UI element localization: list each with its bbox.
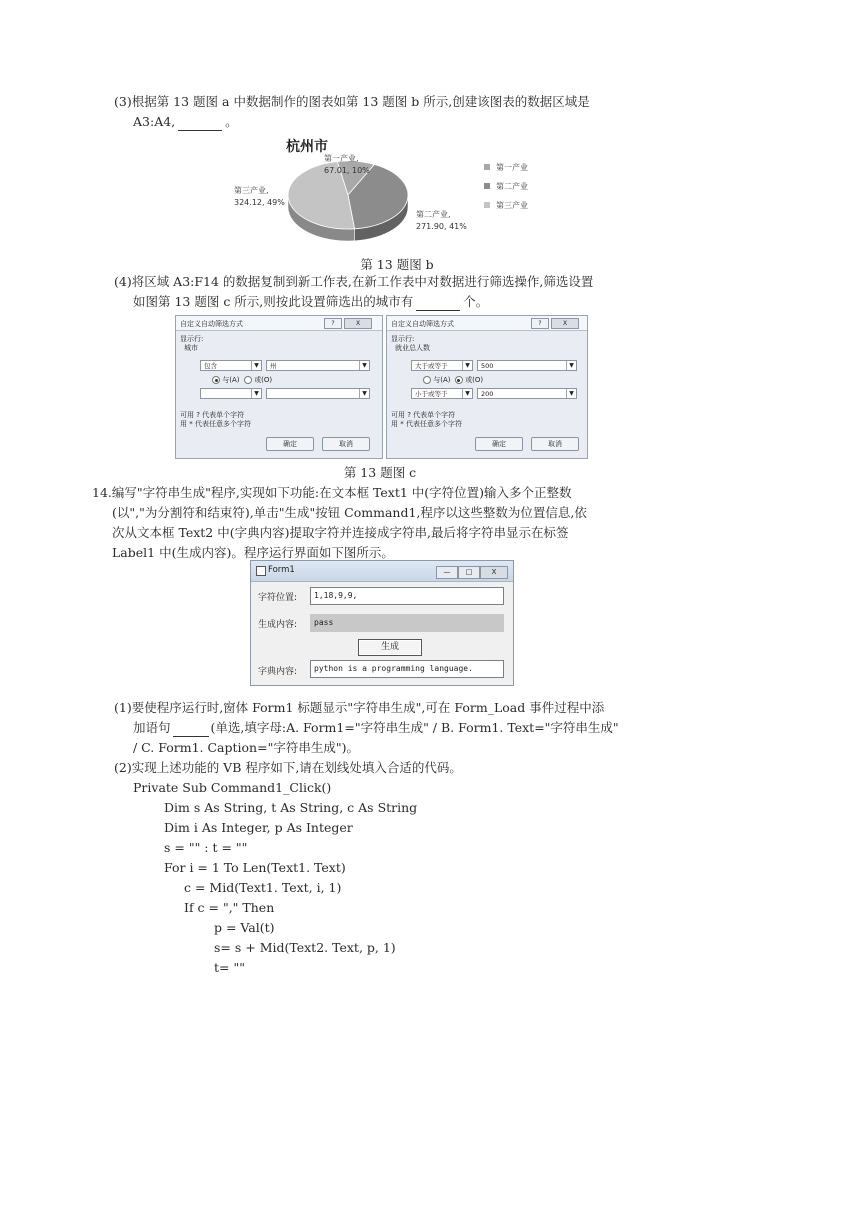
fig-c-caption: 第 13 题图 c	[343, 465, 417, 480]
pie-chart-svg	[220, 133, 550, 253]
code-line: s= s + Mid(Text2. Text, p, 1)	[214, 940, 396, 955]
code-line: c = Mid(Text1. Text, i, 1)	[184, 880, 342, 895]
operator-select-1-value: 包含	[204, 362, 217, 370]
sub1-line2-options: (单选,填字母:A. Form1="字符串生成" / B. Form1. Text="字符串生成"	[210, 720, 619, 735]
pie-data-label: 324.12, 49%	[234, 198, 285, 207]
or-radio-label: 或(O)	[465, 376, 484, 384]
or-radio[interactable]	[244, 376, 252, 384]
chevron-down-icon: ▼	[462, 389, 472, 398]
cancel-button[interactable]: 取消	[531, 437, 579, 451]
maximize-button[interactable]: □	[458, 566, 480, 579]
form1-title: Form1	[268, 565, 295, 575]
ok-button[interactable]: 确定	[475, 437, 523, 451]
label1-generated-content: pass	[310, 614, 504, 632]
code-line: If c = "," Then	[184, 900, 275, 915]
form1-titlebar	[251, 561, 513, 582]
minimize-button[interactable]: —	[436, 566, 458, 579]
operator-select-1[interactable]	[200, 360, 262, 371]
generated-content-label: 生成内容:	[258, 620, 298, 630]
form-icon	[256, 566, 266, 576]
q14-line1: 14.编写"字符串生成"程序,实现如下功能:在文本框 Text1 中(字符位置)输入多个正整数	[92, 485, 572, 500]
wildcard-hint-1: 可用 ? 代表单个字符	[180, 411, 245, 419]
legend-swatch	[484, 164, 490, 170]
operator-select-1[interactable]	[411, 360, 473, 371]
legend-label: 第一产业	[496, 163, 528, 172]
text2-dictionary-content[interactable]: python is a programming language.	[310, 660, 504, 678]
chevron-down-icon: ▼	[566, 389, 576, 398]
dialog-titlebar	[176, 316, 382, 331]
legend-swatch	[484, 202, 490, 208]
field-name-label: 城市	[184, 344, 198, 352]
logic-radio-group	[212, 375, 272, 385]
operator-select-2-value: 小于或等于	[415, 390, 448, 398]
sub1-line2	[133, 718, 619, 737]
pie-data-label: 第一产业,	[324, 154, 359, 163]
chevron-down-icon: ▼	[251, 389, 261, 398]
and-radio-label: 与(A)	[222, 376, 240, 384]
and-radio[interactable]	[212, 376, 220, 384]
help-button[interactable]: ?	[324, 318, 342, 329]
generate-button[interactable]: 生成	[358, 639, 422, 656]
dialog-titlebar	[387, 316, 587, 331]
wildcard-hint-1: 可用 ? 代表单个字符	[391, 411, 456, 419]
fig-b-caption: 第 13 题图 b	[360, 257, 434, 272]
value-select-2-value: 200	[481, 390, 494, 398]
sub2-line1: (2)实现上述功能的 VB 程序如下,请在划线处填入合适的代码。	[114, 760, 462, 775]
code-line: For i = 1 To Len(Text1. Text)	[164, 860, 346, 875]
form1-window	[250, 560, 514, 686]
value-select-1[interactable]	[477, 360, 577, 371]
pie-chart	[220, 133, 550, 253]
operator-select-2[interactable]	[411, 388, 473, 399]
field-name-label: 就业总人数	[395, 344, 430, 352]
code-line: Private Sub Command1_Click()	[133, 780, 332, 795]
chevron-down-icon: ▼	[251, 361, 261, 370]
dialog-title: 自定义自动筛选方式	[180, 320, 243, 328]
close-button[interactable]: X	[551, 318, 579, 329]
autofilter-dialog-employment	[386, 315, 588, 459]
logic-radio-group	[423, 375, 483, 385]
and-radio[interactable]	[423, 376, 431, 384]
q4-line1: (4)将区域 A3:F14 的数据复制到新工作表,在新工作表中对数据进行筛选操作,筛选设置	[114, 274, 594, 289]
and-radio-label: 与(A)	[433, 376, 451, 384]
ok-button[interactable]: 确定	[266, 437, 314, 451]
chevron-down-icon: ▼	[359, 361, 369, 370]
value-select-1-value: 州	[270, 362, 277, 370]
close-button[interactable]: X	[344, 318, 372, 329]
value-select-2[interactable]	[266, 388, 370, 399]
pie-data-label: 第三产业,	[234, 186, 269, 195]
chart-legend	[484, 162, 528, 210]
q3-line2-end: 。	[225, 114, 238, 129]
chart-title: 杭州市	[286, 139, 328, 155]
value-select-2[interactable]	[477, 388, 577, 399]
q14-line2: (以","为分割符和结束符),单击"生成"按钮 Command1,程序以这些整数为位置信息,依	[112, 505, 587, 520]
operator-select-2[interactable]	[200, 388, 262, 399]
value-select-1-value: 500	[481, 362, 494, 370]
pie-data-label: 第二产业,	[416, 210, 451, 219]
chevron-down-icon: ▼	[359, 389, 369, 398]
code-line: p = Val(t)	[214, 920, 275, 935]
legend-label: 第二产业	[496, 182, 528, 191]
sub1-answer-blank	[173, 736, 209, 737]
legend-label: 第三产业	[496, 201, 528, 210]
value-select-1[interactable]	[266, 360, 370, 371]
dictionary-content-label: 字典内容:	[258, 667, 298, 677]
q3-line1: (3)根据第 13 题图 a 中数据制作的图表如第 13 题图 b 所示,创建该图表的数据区域是	[114, 94, 590, 109]
chevron-down-icon: ▼	[566, 361, 576, 370]
help-button[interactable]: ?	[531, 318, 549, 329]
operator-select-1-value: 大于或等于	[415, 362, 448, 370]
wildcard-hint-2: 用 * 代表任意多个字符	[180, 420, 251, 428]
q3-answer-blank	[178, 130, 222, 131]
dialog-title: 自定义自动筛选方式	[391, 320, 454, 328]
code-line: s = "" : t = ""	[164, 840, 248, 855]
autofilter-dialog-city	[175, 315, 383, 459]
q4-line2	[133, 292, 488, 311]
cancel-button[interactable]: 取消	[322, 437, 370, 451]
or-radio[interactable]	[455, 376, 463, 384]
q3-line2	[133, 112, 238, 131]
or-radio-label: 或(O)	[254, 376, 273, 384]
q14-line4: Label1 中(生成内容)。程序运行界面如下图所示。	[112, 545, 394, 560]
sub1-line3: / C. Form1. Caption="字符串生成")。	[133, 740, 359, 755]
pie-data-label: 67.01, 10%	[324, 166, 370, 175]
sub1-line1: (1)要使程序运行时,窗体 Form1 标题显示"字符串生成",可在 Form_Load 事件过程中添	[114, 700, 605, 715]
pie-data-label: 271.90, 41%	[416, 222, 467, 231]
q14-line3: 次从文本框 Text2 中(字典内容)提取字符并连接成字符串,最后将字符串显示在标签	[112, 525, 569, 540]
q3-line2-text: A3:A4,	[133, 114, 176, 129]
show-rows-label: 显示行:	[391, 335, 415, 343]
text1-char-position[interactable]: 1,18,9,9,	[310, 587, 504, 605]
sub1-line2-start: 加语句	[133, 720, 171, 735]
close-button[interactable]: X	[480, 566, 508, 579]
show-rows-label: 显示行:	[180, 335, 204, 343]
chevron-down-icon: ▼	[462, 361, 472, 370]
q4-line2-text: 如图第 13 题图 c 所示,则按此设置筛选出的城市有	[133, 294, 414, 309]
wildcard-hint-2: 用 * 代表任意多个字符	[391, 420, 462, 428]
q4-answer-blank	[416, 310, 460, 311]
code-line: Dim s As String, t As String, c As String	[164, 800, 418, 815]
legend-swatch	[484, 183, 490, 189]
code-line: Dim i As Integer, p As Integer	[164, 820, 353, 835]
q4-line2-end: 个。	[463, 294, 489, 309]
code-line: t= ""	[214, 960, 245, 975]
char-position-label: 字符位置:	[258, 593, 298, 603]
